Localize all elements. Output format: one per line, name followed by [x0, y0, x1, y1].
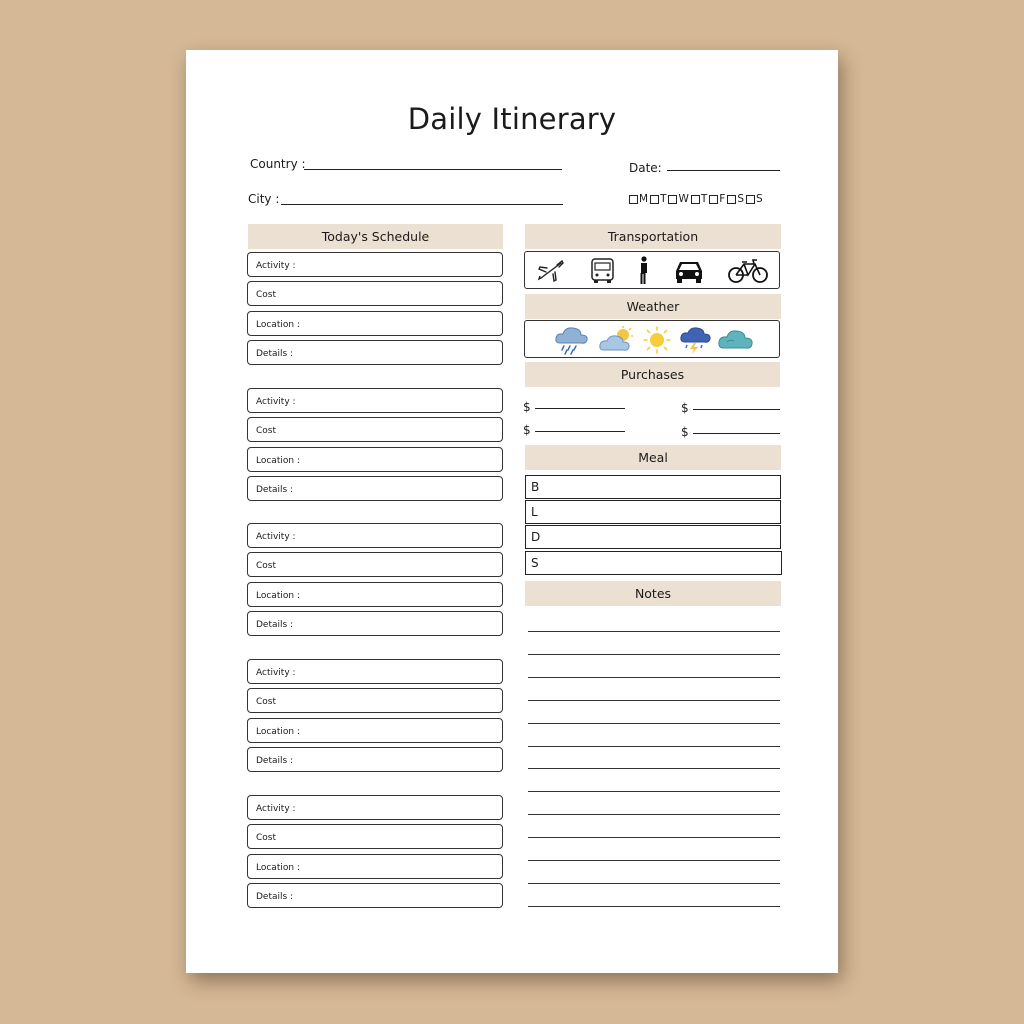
bus-icon[interactable]	[590, 257, 616, 285]
field-label: Cost	[256, 833, 277, 843]
field-label: Activity :	[256, 804, 296, 814]
note-line[interactable]	[528, 906, 780, 907]
meal-row-breakfast[interactable]	[525, 475, 781, 499]
meal-row-lunch[interactable]	[525, 500, 781, 524]
field-label: Cost	[256, 697, 277, 707]
field-label: Cost	[256, 561, 277, 571]
details-field[interactable]	[247, 611, 503, 636]
walking-person-icon[interactable]	[637, 256, 651, 286]
weather-bar	[524, 320, 780, 358]
country-field[interactable]	[304, 169, 562, 170]
details-field[interactable]	[247, 883, 503, 908]
purchase-field[interactable]	[535, 431, 625, 432]
meal-row-label: S	[531, 556, 539, 570]
note-line[interactable]	[528, 883, 780, 884]
page-title: Daily Itinerary	[407, 102, 617, 136]
field-label: Location :	[256, 320, 300, 330]
note-line[interactable]	[528, 791, 780, 792]
purchase-field[interactable]	[693, 433, 780, 434]
purchase-field[interactable]	[535, 408, 625, 409]
transportation-bar	[524, 251, 780, 289]
purchases-heading: Purchases	[525, 362, 780, 387]
details-field[interactable]	[247, 476, 503, 501]
rain-cloud-icon[interactable]	[554, 325, 590, 355]
notes-heading: Notes	[525, 581, 781, 606]
activity-field[interactable]	[247, 252, 503, 277]
note-line[interactable]	[528, 723, 780, 724]
cost-field[interactable]	[247, 281, 503, 306]
field-label: Details :	[256, 620, 294, 630]
day-label: F	[719, 193, 726, 205]
day-checkbox[interactable]	[727, 195, 736, 204]
currency-label: $	[523, 400, 531, 414]
day-label: T	[700, 193, 708, 205]
country-label: Country :	[250, 157, 306, 171]
city-field[interactable]	[281, 204, 563, 205]
date-field[interactable]	[667, 170, 780, 171]
day-label: M	[639, 193, 649, 205]
note-line[interactable]	[528, 746, 780, 747]
field-label: Details :	[256, 892, 294, 902]
meal-row-label: D	[531, 530, 541, 544]
activity-field[interactable]	[247, 795, 503, 820]
cost-field[interactable]	[247, 552, 503, 577]
field-label: Details :	[256, 756, 294, 766]
transportation-heading: Transportation	[525, 224, 781, 249]
field-label: Location :	[256, 591, 300, 601]
meal-row-label: B	[531, 480, 540, 494]
day-checkbox[interactable]	[629, 195, 638, 204]
field-label: Activity :	[256, 668, 296, 678]
cost-field[interactable]	[247, 824, 503, 849]
field-label: Activity :	[256, 532, 296, 542]
weekday-checkboxes	[628, 193, 764, 205]
location-field[interactable]	[247, 447, 503, 472]
details-field[interactable]	[247, 340, 503, 365]
meal-row-snack[interactable]	[525, 551, 782, 575]
field-label: Activity :	[256, 261, 296, 271]
field-label: Location :	[256, 727, 300, 737]
location-field[interactable]	[247, 582, 503, 607]
details-field[interactable]	[247, 747, 503, 772]
currency-label: $	[523, 423, 531, 437]
airplane-icon[interactable]	[537, 258, 565, 284]
note-line[interactable]	[528, 860, 780, 861]
location-field[interactable]	[247, 311, 503, 336]
day-label: W	[678, 193, 689, 205]
day-label: S	[737, 193, 745, 205]
cost-field[interactable]	[247, 417, 503, 442]
field-label: Activity :	[256, 397, 296, 407]
date-label: Date:	[629, 161, 662, 175]
schedule-heading: Today's Schedule	[248, 224, 503, 249]
note-line[interactable]	[528, 768, 780, 769]
location-field[interactable]	[247, 854, 503, 879]
day-label: T	[660, 193, 667, 205]
sun-icon[interactable]	[642, 325, 672, 355]
meal-row-label: L	[531, 505, 538, 519]
day-checkbox[interactable]	[650, 195, 659, 204]
note-line[interactable]	[528, 837, 780, 838]
car-icon[interactable]	[673, 258, 705, 284]
field-label: Location :	[256, 456, 300, 466]
day-checkbox[interactable]	[691, 195, 700, 204]
field-label: Cost	[256, 290, 277, 300]
bicycle-icon[interactable]	[727, 258, 769, 284]
note-line[interactable]	[528, 677, 780, 678]
partly-cloudy-icon[interactable]	[599, 325, 635, 355]
field-label: Location :	[256, 863, 300, 873]
day-checkbox[interactable]	[668, 195, 677, 204]
currency-label: $	[681, 425, 689, 439]
location-field[interactable]	[247, 718, 503, 743]
meal-row-dinner[interactable]	[525, 525, 781, 549]
field-label: Details :	[256, 349, 294, 359]
cloudy-icon[interactable]	[718, 326, 754, 354]
note-line[interactable]	[528, 654, 780, 655]
purchase-field[interactable]	[693, 409, 780, 410]
weather-heading: Weather	[525, 294, 781, 319]
note-line[interactable]	[528, 814, 780, 815]
day-checkbox[interactable]	[746, 195, 755, 204]
field-label: Details :	[256, 485, 294, 495]
activity-field[interactable]	[247, 523, 503, 548]
cost-field[interactable]	[247, 688, 503, 713]
note-line[interactable]	[528, 700, 780, 701]
activity-field[interactable]	[247, 659, 503, 684]
note-line[interactable]	[528, 631, 780, 632]
itinerary-sheet	[186, 50, 838, 973]
field-label: Cost	[256, 426, 277, 436]
currency-label: $	[681, 401, 689, 415]
day-label: S	[756, 193, 763, 205]
thunderstorm-icon[interactable]	[680, 325, 712, 355]
day-checkbox[interactable]	[709, 195, 718, 204]
activity-field[interactable]	[247, 388, 503, 413]
meal-heading: Meal	[525, 445, 781, 470]
city-label: City :	[248, 192, 280, 206]
